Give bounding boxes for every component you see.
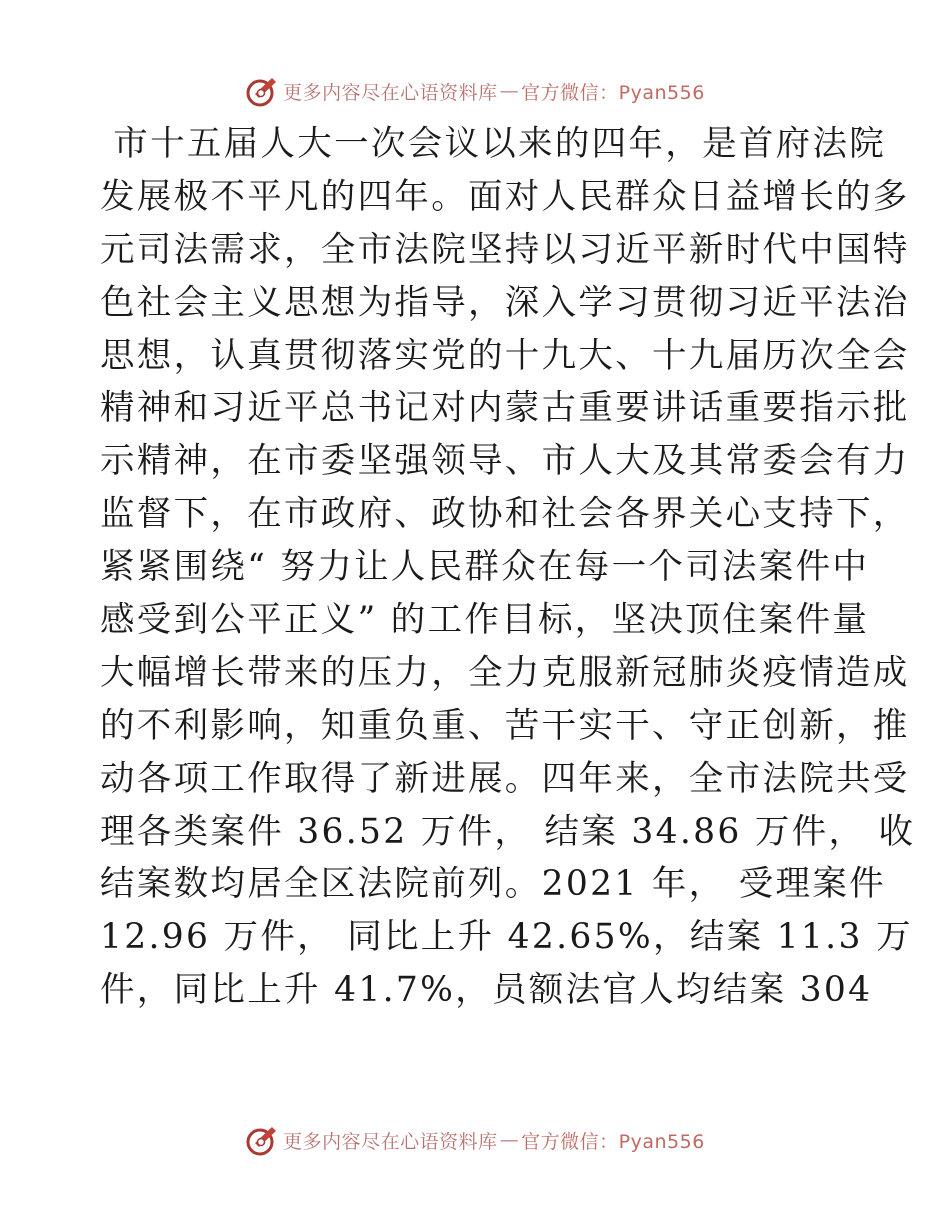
banner-separator: — [499, 1129, 520, 1151]
text-line: 监督下，在市政府、政协和社会各界关心支持下， [100, 494, 910, 535]
text-line: 元司法需求，全市法院坚持以习近平新时代中国特 [100, 229, 910, 270]
text-line: 紧紧围绕“ 努力让人民群众在每一个司法案件中 [100, 547, 870, 588]
body-paragraph [100, 118, 916, 1017]
banner-account: 官方微信：Pyan556 [521, 81, 705, 104]
header-watermark-banner [0, 71, 950, 111]
text-line: 感受到公平正义” 的工作目标，坚决顶住案件量 [100, 600, 870, 641]
text-line: 市十五届人大一次会议以来的四年，是首府法院 [100, 124, 887, 164]
text-line: 示精神，在市委坚强领导、市人大及其常委会有力 [100, 441, 910, 482]
text-line: 色社会主义思想为指导，深入学习贯彻习近平法治 [100, 282, 910, 323]
text-line: 动各项工作取得了新进展。四年来，全市法院共受 [100, 758, 910, 799]
text-line: 结案数均居全区法院前列。2021 年， 受理案件 [100, 864, 886, 905]
banner-separator: — [499, 80, 520, 102]
text-line: 精神和习近平总书记对内蒙古重要讲话重要指示批 [100, 388, 910, 429]
text-line: 大幅增长带来的压力，全力克服新冠肺炎疫情造成 [100, 652, 910, 693]
text-line: 件，同比上升 41.7%，员额法官人均结案 304 [100, 970, 873, 1011]
text-line: 理各类案件 36.52 万件， 结案 34.86 万件， 收 [100, 811, 916, 852]
banner-text: 更多内容尽在心语资料库 [283, 81, 498, 104]
text-line: 发展极不平凡的四年。面对人民群众日益增长的多 [100, 176, 910, 217]
pen-logo-icon [245, 1123, 279, 1157]
footer-watermark-banner [0, 1120, 950, 1160]
text-line: 的不利影响，知重负重、苦干实干、守正创新，推 [100, 705, 910, 746]
banner-text: 更多内容尽在心语资料库 [283, 1130, 498, 1153]
banner-account: 官方微信：Pyan556 [521, 1130, 705, 1153]
text-line: 12.96 万件， 同比上升 42.65%，结案 11.3 万 [100, 917, 913, 958]
text-line: 思想，认真贯彻落实党的十九大、十九届历次全会 [100, 335, 910, 376]
pen-logo-icon [245, 74, 279, 108]
